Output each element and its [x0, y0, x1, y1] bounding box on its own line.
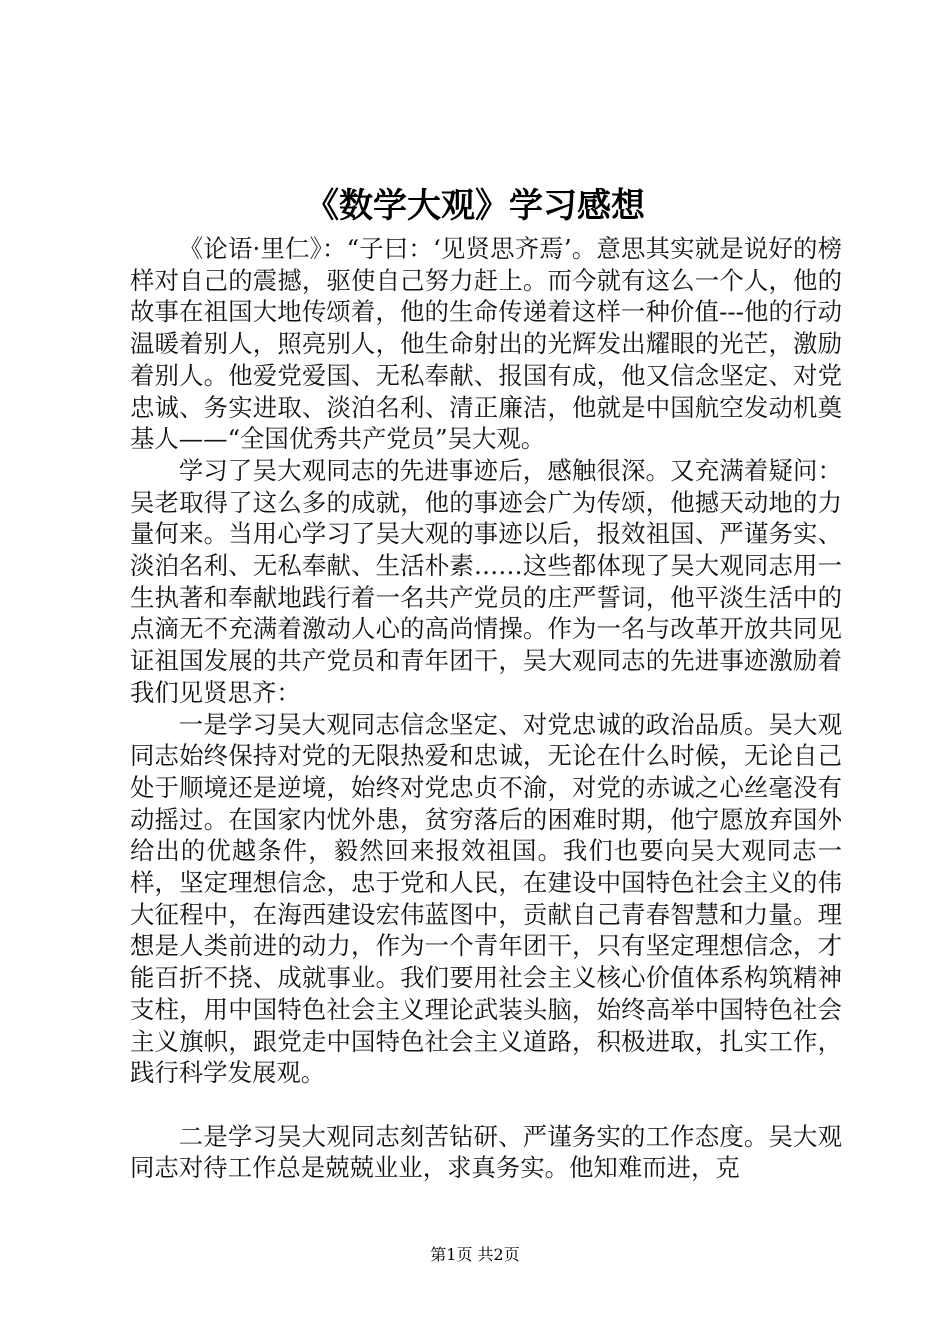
page-footer: 第1页 共2页 [430, 1245, 520, 1264]
paragraph-intro: 《论语·里仁》：“子曰：‘见贤思齐焉’。意思其实就是说好的榜样对自己的震撼，驱使自己努力赶上。而今就有这么一个人，他的故事在祖国大地传颂着，他的生命传递着这样一种价值---他的行动温暖着别人，照亮别人，他生命射出的光辉发出耀眼的光芒，激励着别人。他爱党爱国、无私奉献、报国有成，他又信念坚定、对党忠诚、务实进取、淡泊名利、清正廉洁，他就是中国航空发动机奠基人——“全国优秀共产党员”吴大观。 [130, 234, 842, 454]
document-body [130, 233, 842, 1184]
document-title: 《数学大观》学习感想 [305, 186, 645, 226]
paragraph-point-one: 一是学习吴大观同志信念坚定、对党忠诚的政治品质。吴大观同志始终保持对党的无限热爱和忠诚，无论在什么时候，无论自己处于顺境还是逆境，始终对党忠贞不渝，对党的赤诚之心丝毫没有动摇过。在国家内忧外患，贫穷落后的困难时期，他宁愿放弃国外给出的优越条件，毅然回来报效祖国。我们也要向吴大观同志一样，坚定理想信念，忠于党和人民，在建设中国特色社会主义的伟大征程中，在海西建设宏伟蓝图中，贡献自己青春智慧和力量。理想是人类前进的动力，作为一个青年团干，只有坚定理想信念，才能百折不挠、成就事业。我们要用社会主义核心价值体系构筑精神支柱，用中国特色社会主义理论武装头脑，始终高举中国特色社会主义旗帜，跟党走中国特色社会主义道路，积极进取，扎实工作，践行科学发展观。 [130, 709, 842, 1088]
paragraph-reflection: 学习了吴大观同志的先进事迹后，感触很深。又充满着疑问：吴老取得了这么多的成就，他的事迹会广为传颂，他撼天动地的力量何来。当用心学习了吴大观的事迹以后，报效祖国、严谨务实、淡泊名利、无私奉献、生活朴素……这些都体现了吴大观同志用一生执著和奉献地践行着一名共产党员的庄严誓词，他平淡生活中的点滴无不充满着激动人心的高尚情操。作为一名与改革开放共同见证祖国发展的共产党员和青年团干，吴大观同志的先进事迹激励着我们见贤思齐： [130, 455, 842, 707]
paragraph-point-two: 二是学习吴大观同志刻苦钻研、严谨务实的工作态度。吴大观同志对待工作总是兢兢业业，求真务实。他知难而进，克 [130, 1121, 842, 1183]
